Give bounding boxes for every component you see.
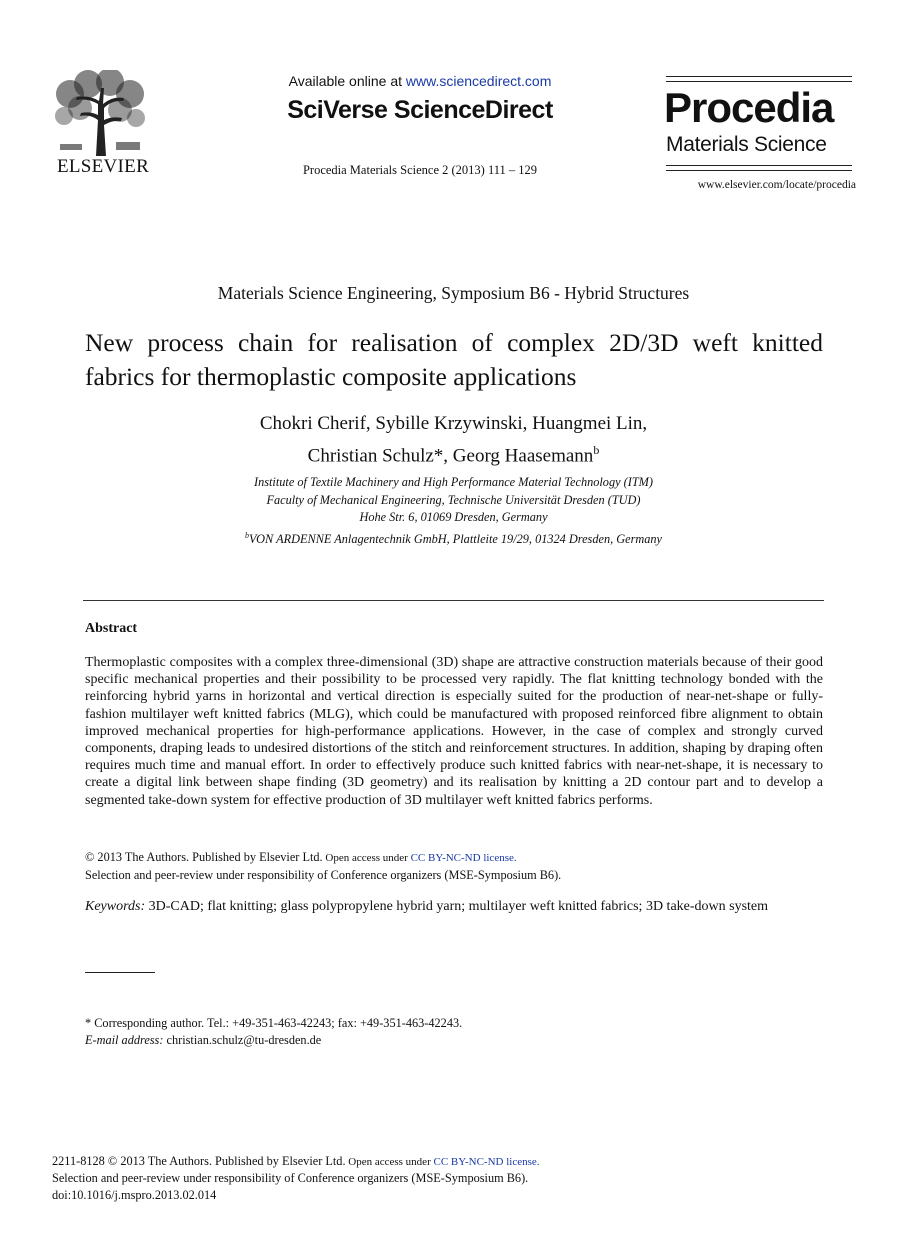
authors-line-2: Christian Schulz*, Georg Haasemann$^b$: [307, 443, 600, 467]
license-link[interactable]: CC BY-NC-ND license.: [410, 852, 517, 864]
author-list: [100, 410, 807, 469]
affiliation-line-b: $^b$VON ARDENNE Anlagentechnik GmbH, Plattleite 19/29, 01324 Dresden, Germany: [245, 530, 662, 546]
bottom-peer-review: Selection and peer-review under responsibility of Conference organizers (MSE-Symposium B6).: [52, 1171, 529, 1186]
corresponding-author: * Corresponding author. Tel.: +49-351-463-42243; fax: +49-351-463-42243.: [85, 1016, 463, 1030]
brand-rule-top-2: [666, 81, 852, 82]
journal-brand-sub: Materials Science: [666, 133, 827, 156]
brand-rule-bottom-2: [666, 170, 852, 171]
copyright-line: © 2013 The Authors. Published by Elsevier Ltd. Open access under CC BY-NC-ND license.: [85, 850, 517, 864]
issn-line: 2211-8128 © 2013 The Authors. Published by Elsevier Ltd. Open access under CC BY-NC-ND license.: [52, 1154, 540, 1168]
brand-rule-top: [666, 76, 852, 77]
paper-title: New process chain for realisation of complex 2D/3D weft knitted fabrics for thermoplastic composite applications: [85, 328, 823, 391]
affiliation-line: Institute of Textile Machinery and High Performance Material Technology (ITM): [253, 475, 653, 489]
affiliation-line: Hohe Str. 6, 01069 Dresden, Germany: [359, 510, 548, 524]
copyright-block: [85, 849, 823, 884]
email-line: E-mail address: christian.schulz@tu-dresden.de: [85, 1033, 322, 1047]
keywords-label: Keywords:: [85, 899, 146, 914]
email-address[interactable]: christian.schulz@tu-dresden.de: [163, 1033, 322, 1047]
tree-icon: [50, 70, 150, 156]
bottom-license-link[interactable]: CC BY-NC-ND license.: [433, 1156, 540, 1168]
section-divider: [83, 600, 824, 601]
platform-name: SciVerse ScienceDirect: [287, 96, 553, 124]
footnote-divider: [85, 972, 155, 973]
affiliations: [100, 474, 807, 548]
sciencedirect-link[interactable]: www.sciencedirect.com: [405, 73, 552, 89]
journal-reference: Procedia Materials Science 2 (2013) 111 – 129: [302, 163, 538, 177]
peer-review-line: Selection and peer-review under responsibility of Conference organizers (MSE-Symposium B6).: [85, 868, 562, 882]
footnote-block: [85, 1015, 823, 1049]
journal-url[interactable]: www.elsevier.com/locate/procedia: [697, 179, 856, 191]
symposium-line: Materials Science Engineering, Symposium B6 - Hybrid Structures: [217, 283, 690, 303]
availability-prefix: Available online at: [288, 73, 406, 89]
keywords-text: 3D-CAD; flat knitting; glass polypropylene hybrid yarn; multilayer weft knitted fabrics; 3D take-down system: [145, 899, 769, 914]
brand-rule-bottom: [666, 165, 852, 166]
bottom-matter: [52, 1153, 852, 1203]
journal-brand: Procedia: [664, 84, 834, 131]
abstract-body: Thermoplastic composites with a complex three-dimensional (3D) shape are attractive construction materials because of their good specific mechanical properties and their possibility to be processed very rapidly. The flat knitting technology bonded with the reinforcing hybrid yarns in horizontal and vertical direction is especially suited for the production of near-net-shape or fully-fashion multilayer weft knitted fabrics (MLG), which could be manufactured with proposed reinforced fibre alignment to obtain improved mechanical properties for high-performance applications. However, in the case of complex and strongly curved components, draping leads to undesired distortions of the stitch and reinforcement structures. In addition, shaping by draping often requires much time and manual effort. In order to effectively produce such knitted fabrics with near-net-shape, it is necessary to create a digital link between shape finding (3D geometry) and its realisation by knitting a 2D contour part and to develop a segmented take-down system for effective production of 3D multilayer weft knitted fabrics performs.: [85, 655, 823, 808]
elsevier-wordmark: ELSEVIER: [56, 156, 150, 177]
affiliation-line: Faculty of Mechanical Engineering, Technische Universität Dresden (TUD): [266, 492, 641, 507]
author-affil-sup: b: [593, 443, 600, 457]
keywords-line: [85, 899, 823, 915]
authors-line-1: Chokri Cherif, Sybille Krzywinski, Huangmei Lin,: [259, 413, 648, 434]
abstract-heading: Abstract: [85, 621, 138, 636]
availability-line: [230, 73, 610, 89]
doi-line[interactable]: doi:10.1016/j.mspro.2013.02.014: [52, 1187, 217, 1202]
